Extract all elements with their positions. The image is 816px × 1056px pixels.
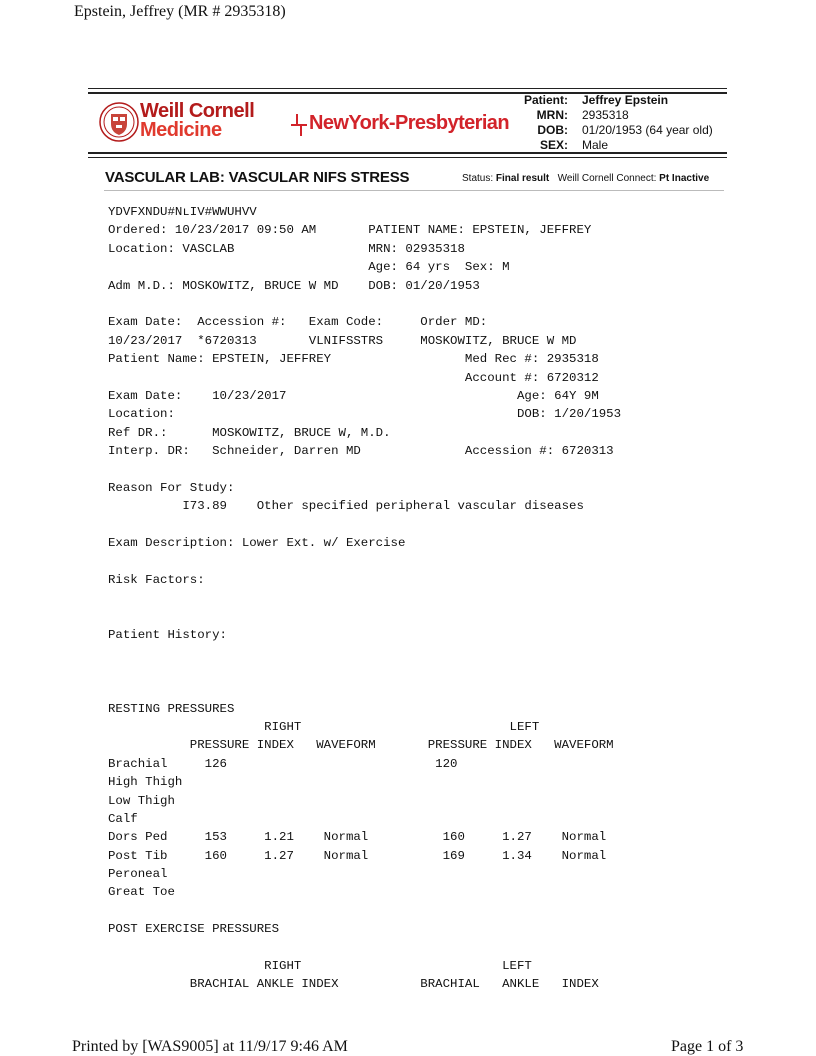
divider bbox=[88, 152, 727, 154]
status-line bbox=[462, 173, 709, 184]
dob-label: DOB: bbox=[537, 123, 568, 137]
report-line bbox=[108, 589, 621, 607]
report-line: Low Thigh bbox=[108, 793, 175, 808]
sex-label: SEX: bbox=[539, 138, 568, 152]
report-line: Exam Date: 10/23/2017 Age: 64Y 9M bbox=[108, 388, 599, 403]
report-line: Patient History: bbox=[108, 627, 227, 642]
dob-value: 01/20/1953 (64 year old) bbox=[582, 123, 713, 137]
title-divider bbox=[104, 190, 724, 191]
cornell-seal-icon bbox=[99, 102, 139, 142]
document-title: VASCULAR LAB: VASCULAR NIFS STRESS bbox=[105, 169, 410, 186]
report-line: Location: VASCLAB MRN: 02935318 bbox=[108, 241, 465, 256]
report-line bbox=[108, 460, 621, 478]
report-line bbox=[108, 663, 621, 681]
report-line: Risk Factors: bbox=[108, 572, 205, 587]
report-line bbox=[108, 644, 621, 662]
report-line: RIGHT LEFT bbox=[108, 719, 540, 734]
report-line bbox=[108, 902, 621, 920]
patient-header: Epstein, Jeffrey (MR # 2935318) bbox=[74, 3, 286, 20]
printed-by: Printed by [WAS9005] at 11/9/17 9:46 AM bbox=[72, 1038, 348, 1055]
report-line: Reason For Study: bbox=[108, 480, 235, 495]
report-body bbox=[108, 203, 621, 994]
patient-label: Patient: bbox=[523, 93, 568, 107]
report-line bbox=[108, 608, 621, 626]
wcm-logo-line2: Medicine bbox=[140, 119, 222, 141]
wcm-logo-line1: Weill Cornell bbox=[140, 100, 255, 122]
report-line: RIGHT LEFT bbox=[108, 959, 532, 974]
report-line bbox=[108, 552, 621, 570]
report-line bbox=[108, 939, 621, 957]
status-value: Final result bbox=[495, 173, 550, 184]
report-line: Peroneal bbox=[108, 867, 168, 882]
report-line: PRESSURE INDEX WAVEFORM PRESSURE INDEX WAVEFORM bbox=[108, 738, 614, 753]
report-line: YDVFXΝDU#ΝʟIV#WWUHVV bbox=[108, 205, 257, 219]
report-line: Exam Date: Accession #: Exam Code: Order MD: bbox=[108, 315, 488, 330]
report-line: High Thigh bbox=[108, 775, 183, 790]
report-line: Dors Ped 153 1.21 Normal 160 1.27 Normal bbox=[108, 830, 607, 845]
divider bbox=[88, 88, 727, 89]
report-line: RESTING PRESSURES bbox=[108, 701, 235, 716]
patient-name: Jeffrey Epstein bbox=[582, 93, 669, 107]
report-line: Patient Name: EPSTEIN, JEFFREY Med Rec #: 2935318 bbox=[108, 352, 599, 367]
report-line: Ref DR.: MOSKOWITZ, BRUCE W, M.D. bbox=[108, 425, 391, 440]
report-line: Account #: 6720312 bbox=[108, 370, 599, 385]
report-line bbox=[108, 516, 621, 534]
report-line: Exam Description: Lower Ext. w/ Exercise bbox=[108, 536, 406, 551]
status-label: Status: bbox=[462, 173, 494, 184]
report-line: Location: DOB: 1/20/1953 bbox=[108, 407, 622, 422]
report-line: 10/23/2017 *6720313 VLNIFSSTRS MOSKOWITZ, BRUCE W MD bbox=[108, 333, 577, 348]
sex-value: Male bbox=[582, 138, 609, 152]
report-line: Ordered: 10/23/2017 09:50 AM PATIENT NAME: EPSTEIN, JEFFREY bbox=[108, 223, 592, 238]
report-line: Age: 64 yrs Sex: M bbox=[108, 260, 510, 275]
report-line: BRACHIAL ANKLE INDEX BRACHIAL ANKLE INDEX bbox=[108, 977, 599, 992]
report-line: I73.89 Other specified peripheral vascular diseases bbox=[108, 499, 584, 514]
page-number: Page 1 of 3 bbox=[671, 1038, 744, 1055]
nyp-mark-icon bbox=[290, 112, 308, 138]
report-line: Adm M.D.: MOSKOWITZ, BRUCE W MD DOB: 01/20/1953 bbox=[108, 278, 480, 293]
report-line: Interp. DR: Schneider, Darren MD Accession #: 6720313 bbox=[108, 444, 614, 459]
report-line: Calf bbox=[108, 811, 138, 826]
nyp-logo-text: NewYork-Presbyterian bbox=[309, 112, 509, 134]
report-line: Post Tib 160 1.27 Normal 169 1.34 Normal bbox=[108, 848, 607, 863]
divider bbox=[88, 157, 727, 158]
report-line bbox=[108, 681, 621, 699]
mrn-value: 2935318 bbox=[582, 108, 629, 122]
report-line: Great Toe bbox=[108, 885, 175, 900]
mrn-label: MRN: bbox=[536, 108, 568, 122]
report-line bbox=[108, 295, 621, 313]
report-line: POST EXERCISE PRESSURES bbox=[108, 922, 280, 937]
report-line: Brachial 126 120 bbox=[108, 756, 458, 771]
connect-value: Pt Inactive bbox=[659, 173, 710, 184]
connect-label: Weill Cornell Connect: bbox=[557, 173, 657, 184]
weill-cornell-logo bbox=[99, 102, 264, 144]
